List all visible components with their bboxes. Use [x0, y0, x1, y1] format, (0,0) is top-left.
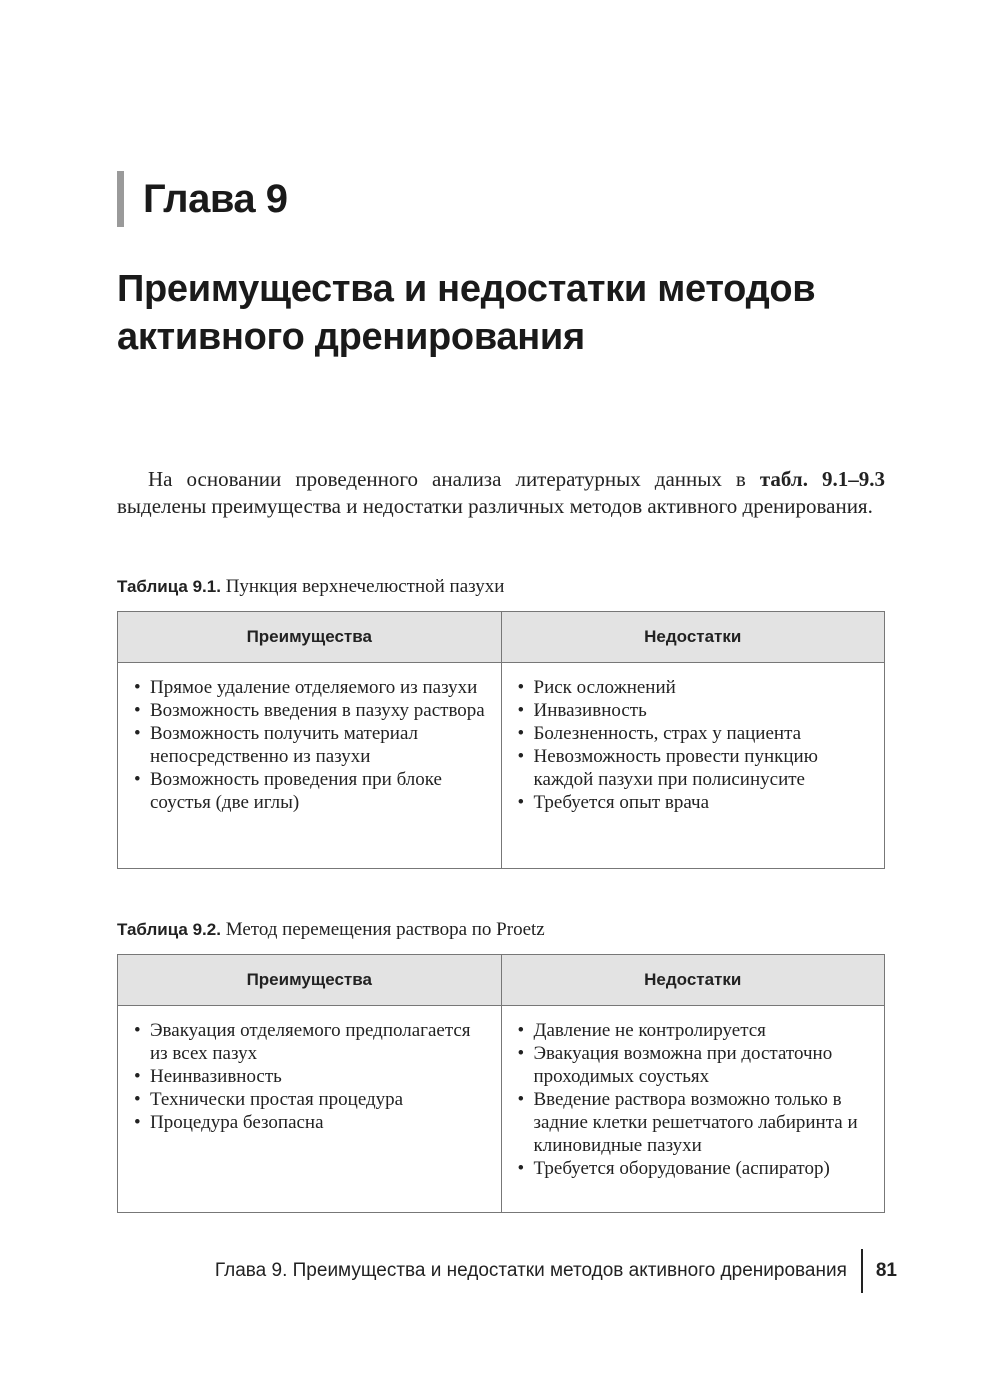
disadvantages-cell	[501, 1006, 885, 1213]
bullet-list	[134, 676, 491, 814]
chapter-title: Преимущества и недостатки методов активного дренирования	[117, 268, 816, 358]
caption-text: Пункция верхнечелюстной пазухи	[220, 576, 505, 597]
list-item: • Технически простая процедура	[134, 1088, 491, 1111]
caption-label: Таблица 9.2.	[117, 920, 221, 939]
list-item: • Болезненность, страх у пациента	[518, 722, 875, 745]
list-item: • Прямое удаление отделяемого из пазухи	[134, 676, 491, 699]
header-advantages: Преимущества	[118, 612, 502, 663]
chapter-bar	[117, 171, 124, 227]
list-item: • Процедура безопасна	[134, 1111, 491, 1134]
list-item: • Требуется опыт врача	[518, 791, 875, 814]
header-advantages: Преимущества	[118, 955, 502, 1006]
intro-text: выделены преимущества и недостатки различных методов активного дренирования.	[117, 494, 873, 518]
bullet-list	[518, 1019, 875, 1180]
table-caption	[117, 919, 545, 941]
footer-divider	[861, 1249, 863, 1293]
chapter-label: Глава 9	[143, 176, 288, 221]
bullet-list	[518, 676, 875, 814]
table-reference: табл. 9.1–9.3	[759, 467, 885, 491]
caption-text: Метод перемещения раствора по Proetz	[220, 919, 545, 940]
list-item: • Эвакуация отделяемого предполагается из всех пазух	[134, 1019, 491, 1065]
page-number: 81	[875, 1260, 897, 1281]
bullet-list	[134, 1019, 491, 1134]
table-caption	[117, 576, 504, 598]
table-9-2	[117, 954, 885, 1213]
running-title: Глава 9. Преимущества и недостатки методов активного дренирования	[214, 1260, 847, 1281]
list-item: • Возможность получить материал непосредственно из пазухи	[134, 722, 491, 768]
advantages-cell	[118, 1006, 502, 1213]
chapter-heading	[117, 170, 288, 228]
list-item: • Эвакуация возможна при достаточно проходимых соустьях	[518, 1042, 875, 1088]
intro-text: На основании проведенного анализа литературных данных в	[148, 467, 760, 491]
header-disadvantages: Недостатки	[501, 612, 885, 663]
list-item: • Невозможность провести пункцию каждой пазухи при полисинусите	[518, 745, 875, 791]
list-item: • Давление не контролируется	[518, 1019, 875, 1042]
list-item: • Неинвазивность	[134, 1065, 491, 1088]
page-footer	[215, 1249, 897, 1293]
list-item: • Требуется оборудование (аспиратор)	[518, 1157, 875, 1180]
advantages-cell	[118, 663, 502, 869]
intro-paragraph	[117, 466, 885, 520]
list-item: • Возможность проведения при блоке соустья (две иглы)	[134, 768, 491, 814]
list-item: • Возможность введения в пазуху раствора	[134, 699, 491, 722]
list-item: • Инвазивность	[518, 699, 875, 722]
caption-label: Таблица 9.1.	[117, 577, 221, 596]
list-item: • Введение раствора возможно только в задние клетки решетчатого лабиринта и клиновидные пазухи	[518, 1088, 875, 1157]
list-item: • Риск осложнений	[518, 676, 875, 699]
header-disadvantages: Недостатки	[501, 955, 885, 1006]
table-9-1	[117, 611, 885, 869]
disadvantages-cell	[501, 663, 885, 869]
